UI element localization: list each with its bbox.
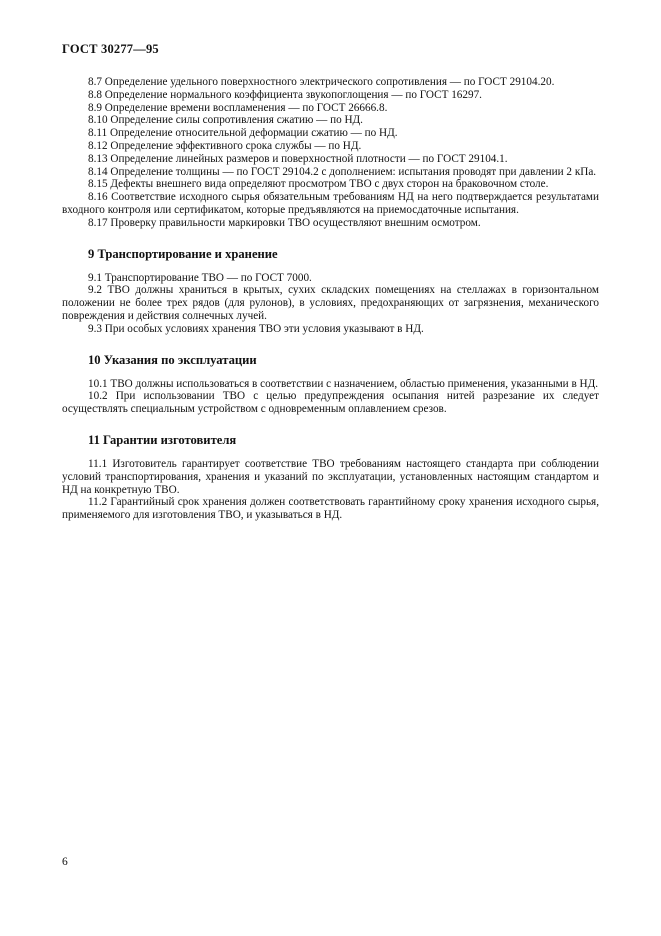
clause-8-12: 8.12 Определение эффективного срока службы — по НД.	[88, 139, 362, 152]
document-header: ГОСТ 30277—95	[62, 42, 159, 56]
section-11-title: 11 Гарантии изготовителя	[88, 432, 237, 447]
section-10-title: 10 Указания по эксплуатации	[88, 352, 257, 367]
clause-8-15: 8.15 Дефекты внешнего вида определяют просмотром ТВО с двух сторон на браковочном столе.	[88, 178, 549, 191]
section-9-title: 9 Транспортирование и хранение	[88, 246, 278, 261]
page-number: 6	[62, 856, 68, 868]
clause-8-17: 8.17 Проверку правильности маркировки ТВО осуществляют внешним осмотром.	[88, 216, 481, 229]
clause-8-16: 8.16 Соответствие исходного сырья обязательным требованиям НД на него подтверждается результатами входного контроля или сертификатом, которые предъявляются на приемосдаточные испытания.	[62, 191, 599, 216]
clause-9-2: 9.2 ТВО должны храниться в крытых, сухих складских помещениях на стеллажах в горизонтальном положении не более трех рядов (для рулонов), в условиях, предохраняющих от загрязнения, механического повреждения и действия солнечных лучей.	[62, 284, 599, 322]
clause-9-3: 9.3 При особых условиях хранения ТВО эти условия указывают в НД.	[88, 322, 424, 335]
clause-8-13: 8.13 Определение линейных размеров и поверхностной плотности — по ГОСТ 29104.1.	[88, 152, 508, 165]
clause-8-9: 8.9 Определение времени воспламенения — по ГОСТ 26666.8.	[88, 101, 388, 114]
clause-8-8: 8.8 Определение нормального коэффициента звукопоглощения — по ГОСТ 16297.	[88, 88, 482, 101]
clause-11-1: 11.1 Изготовитель гарантирует соответствие ТВО требованиям настоящего стандарта при соблюдении условий транспортирования, хранения и указаний по эксплуатации, установленных настоящим стандартом и НД на конкретную ТВО.	[62, 457, 599, 496]
clause-10-1: 10.1 ТВО должны использоваться в соответствии с назначением, областью применения, указанными в НД.	[88, 377, 599, 390]
clause-8-14: 8.14 Определение толщины — по ГОСТ 29104.2 с дополнением: испытания проводят при давлении 2 кПа.	[88, 165, 597, 178]
clause-8-7: 8.7 Определение удельного поверхностного электрического сопротивления — по ГОСТ 29104.20.	[88, 76, 555, 88]
clause-8-11: 8.11 Определение относительной деформации сжатию — по НД.	[88, 127, 398, 140]
clause-10-2: 10.2 При использовании ТВО с целью предупреждения осыпания нитей разрезание их следует осуществлять специальным устройством с одновременным оплавлением срезов.	[62, 390, 599, 416]
clause-8-10: 8.10 Определение силы сопротивления сжатию — по НД.	[88, 114, 363, 127]
document-body	[62, 76, 599, 522]
clause-9-1: 9.1 Транспортирование ТВО — по ГОСТ 7000.	[88, 271, 312, 284]
clause-11-2: 11.2 Гарантийный срок хранения должен соответствовать гарантийному сроку хранения исходного сырья, применяемого для изготовления ТВО, и указываться в НД.	[62, 496, 599, 522]
